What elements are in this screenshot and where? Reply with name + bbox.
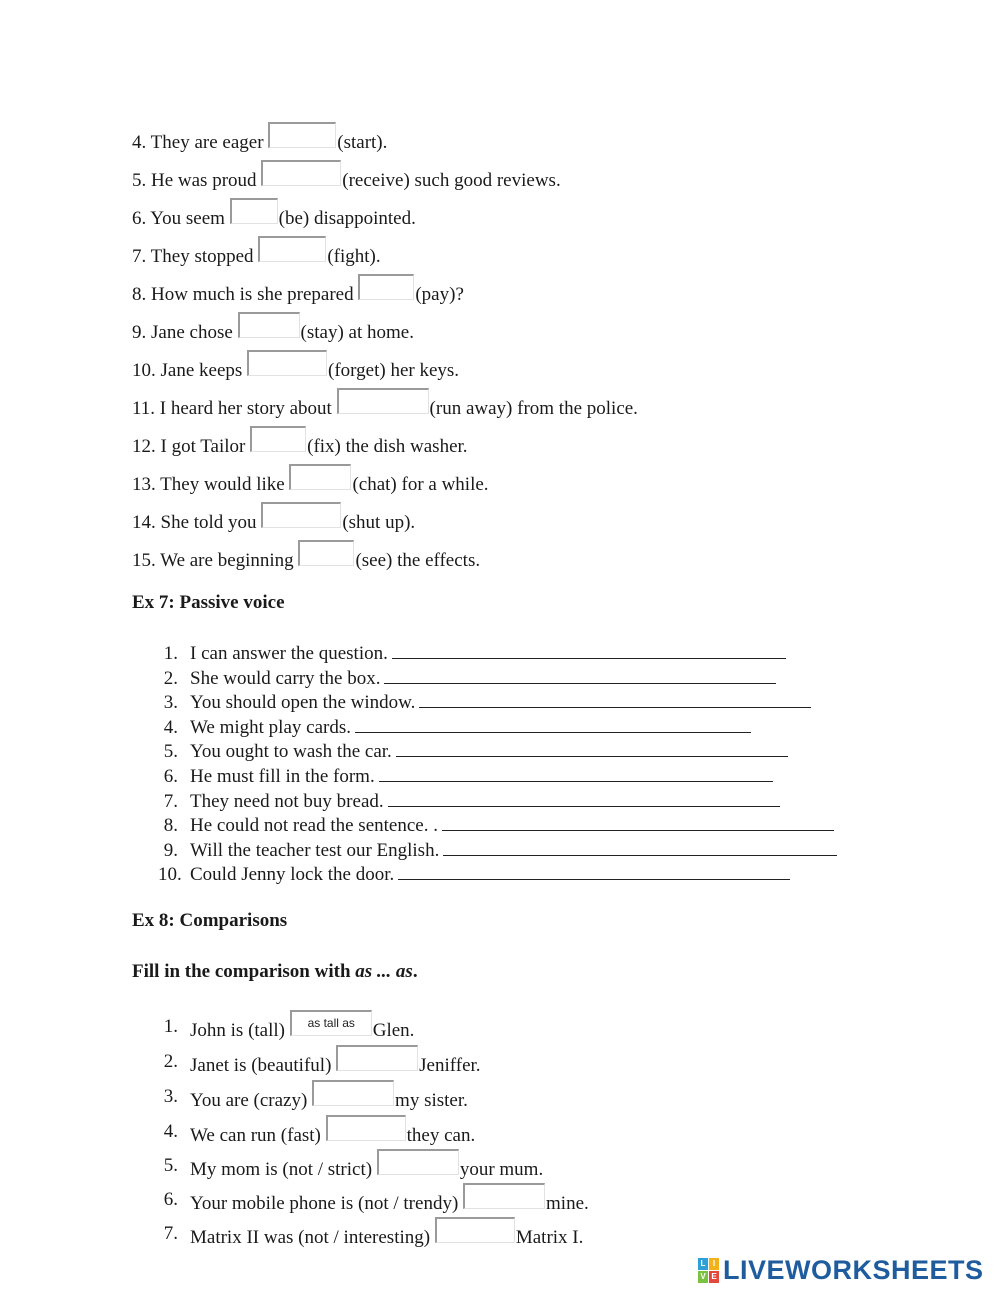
exercise-6-item [132,470,489,496]
answer-input[interactable] [247,350,327,376]
item-number: 1. [163,643,178,664]
item-prompt: 15. We are beginning [132,550,299,571]
item-prompt: 4. They are eager [132,132,269,153]
answer-line[interactable] [443,839,837,856]
logo-text: LIVEWORKSHEETS [723,1254,984,1285]
exercise-6-item [132,546,480,572]
exercise-7-item [132,642,837,667]
item-hint: (run away) from the police. [429,398,638,419]
item-prompt: 7. They stopped [132,246,259,267]
item-completion: mine. [546,1193,589,1214]
item-sentence: Could Jenny lock the door. [190,864,395,886]
item-hint: (forget) her keys. [328,360,460,381]
answer-input[interactable] [289,464,351,490]
exercise-6-item [132,432,468,458]
answer-input[interactable] [463,1183,545,1209]
item-sentence: You should open the window. [190,692,416,714]
exercise-7-list [132,642,837,888]
exercise-8-heading: Ex 8: Comparisons [132,910,288,931]
logo-tile: E [709,1271,719,1283]
item-hint: (receive) such good reviews. [342,170,561,191]
answer-input[interactable]: as tall as [290,1010,372,1036]
item-number: 2. [163,667,178,689]
answer-input[interactable] [298,540,354,566]
exercise-8-item [132,1189,589,1215]
answer-input[interactable] [230,198,278,224]
item-number: 9. [163,839,178,861]
exercise-6-item [132,166,561,192]
item-hint: (be) disappointed. [278,208,416,229]
item-prompt: Your mobile phone is (not / trendy) [190,1193,464,1214]
item-prompt: My mom is (not / strict) [190,1159,377,1180]
exercise-7-item [132,740,837,765]
answer-input[interactable] [326,1115,406,1141]
item-completion: Matrix I. [515,1227,584,1248]
exercise-8-item [132,1016,414,1042]
item-completion: your mum. [459,1159,544,1180]
exercise-6-item [132,128,387,154]
answer-input[interactable] [258,236,326,262]
item-prompt: John is (tall) [190,1020,290,1041]
answer-line[interactable] [419,691,811,708]
exercise-6-item [132,204,416,230]
answer-input[interactable] [358,274,414,300]
item-prompt: Matrix II was (not / interesting) [190,1227,435,1248]
item-prompt: You are (crazy) [190,1090,313,1111]
exercise-8-item [132,1155,543,1181]
answer-line[interactable] [398,863,790,880]
answer-input[interactable] [312,1080,394,1106]
item-sentence: He must fill in the form. [190,765,375,787]
item-number: 4. [163,1121,178,1142]
answer-input[interactable] [238,312,300,338]
logo-tile: I [709,1258,719,1270]
logo-tile: L [698,1258,708,1270]
exercise-6-item [132,318,414,344]
instruction-end: . [412,961,418,982]
item-prompt: 10. Jane keeps [132,360,248,381]
answer-line[interactable] [392,642,786,659]
answer-input[interactable] [261,160,341,186]
item-prompt: 13. They would like [132,474,290,495]
item-number: 10. [158,864,182,886]
item-hint: (chat) for a while. [352,474,489,495]
item-number: 7. [163,790,178,812]
item-sentence: She would carry the box. [190,667,381,689]
exercise-7-item [132,765,837,790]
answer-input[interactable] [336,1045,418,1071]
exercise-6-item [132,394,638,420]
item-number: 3. [163,692,178,714]
item-hint: (fix) the dish washer. [307,436,468,457]
exercise-8-item [132,1121,475,1147]
answer-line[interactable] [388,790,780,807]
item-prompt: 8. How much is she prepared [132,284,359,305]
logo-mark-icon [698,1258,719,1283]
exercise-7-item [132,839,837,864]
logo-tile: V [698,1271,708,1283]
item-completion: they can. [406,1125,476,1146]
item-prompt: We can run (fast) [190,1125,326,1146]
exercise-6-item [132,242,381,268]
item-number: 6. [163,765,178,787]
item-completion: Glen. [372,1020,415,1041]
exercise-8-item [132,1086,468,1112]
item-sentence: They need not buy bread. [190,790,384,812]
item-hint: (stay) at home. [300,322,414,343]
exercise-7-item [132,790,837,815]
item-prompt: 9. Jane chose [132,322,238,343]
exercise-6-item [132,508,415,534]
item-number: 4. [163,716,178,738]
answer-line[interactable] [355,716,751,733]
exercise-6-item [132,280,464,306]
item-hint: (see) the effects. [355,550,481,571]
item-sentence: You ought to wash the car. [190,741,392,763]
exercise-8-instruction [132,961,418,983]
answer-input[interactable] [377,1149,459,1175]
item-number: 6. [163,1189,178,1210]
instruction-text: Fill in the comparison with [132,961,356,982]
exercise-8-item [132,1223,583,1249]
liveworksheets-logo [698,1255,984,1285]
answer-input[interactable] [250,426,306,452]
exercise-8-item [132,1051,481,1077]
exercise-7-item [132,814,837,839]
item-prompt: 11. I heard her story about [132,398,337,419]
item-number: 2. [163,1051,178,1072]
item-sentence: Will the teacher test our English. [190,839,440,861]
item-sentence: He could not read the sentence. . [190,815,438,837]
item-prompt: Janet is (beautiful) [190,1055,337,1076]
answer-line[interactable] [379,765,773,782]
item-hint: (fight). [327,246,381,267]
exercise-6-item [132,356,459,382]
item-completion: Jeniffer. [419,1055,481,1076]
item-number: 5. [163,741,178,763]
item-prompt: 12. I got Tailor [132,436,251,457]
item-completion: my sister. [395,1090,468,1111]
item-number: 3. [163,1086,178,1107]
exercise-7-item [132,691,837,716]
item-hint: (shut up). [342,512,416,533]
item-number: 1. [163,1016,178,1037]
answer-input[interactable] [268,122,336,148]
item-prompt: 6. You seem [132,208,230,229]
item-sentence: I can answer the question. [190,643,388,664]
item-prompt: 5. He was proud [132,170,262,191]
item-number: 8. [163,815,178,837]
exercise-7-item [132,863,837,888]
item-hint: (pay)? [415,284,464,305]
item-hint: (start). [337,132,388,153]
answer-input[interactable] [261,502,341,528]
answer-line[interactable] [442,814,834,831]
answer-input[interactable] [435,1217,515,1243]
exercise-7-heading: Ex 7: Passive voice [132,592,285,613]
instruction-emphasis: as ... as [355,961,413,982]
item-number: 7. [163,1223,178,1244]
exercise-7-item [132,716,837,741]
item-number: 5. [163,1155,178,1176]
item-sentence: We might play cards. [190,716,351,738]
exercise-7-item [132,667,837,692]
item-prompt: 14. She told you [132,512,262,533]
answer-line[interactable] [384,667,776,684]
answer-line[interactable] [396,740,788,757]
answer-input[interactable] [337,388,429,414]
